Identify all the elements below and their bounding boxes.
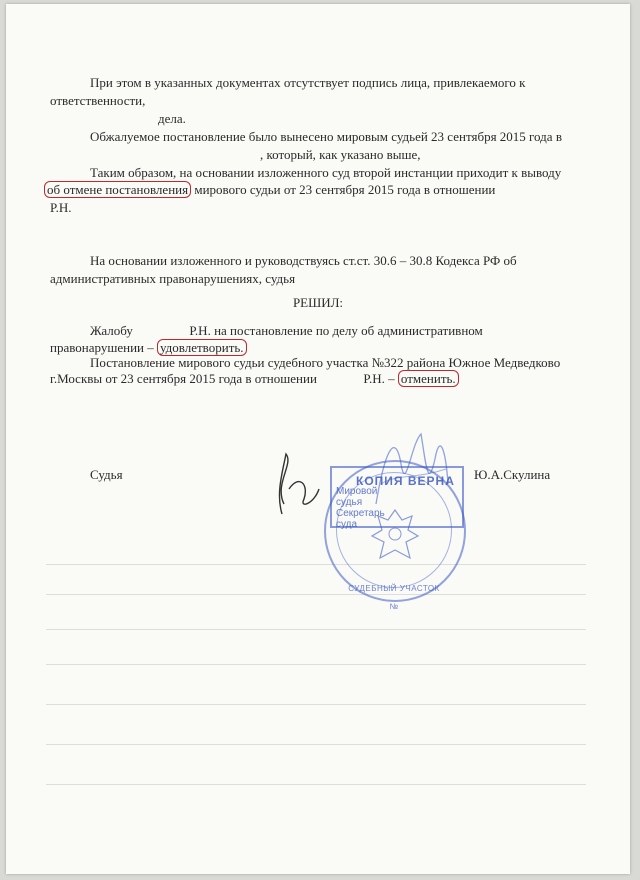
para3-line2-rest: мирового судьи от 23 сентября 2015 года в отношении	[194, 182, 496, 197]
signature-role: Судья	[90, 467, 123, 482]
para1-line1: При этом в указанных документах отсутствует подпись лица, привлекаемого к	[90, 75, 526, 90]
decision2-line2-start: г.Москвы от 23 сентября 2015 года в отношении	[50, 371, 317, 386]
para3-line3: Р.Н.	[50, 200, 72, 215]
stamp-line-2: судья	[336, 497, 363, 508]
para3-line2	[44, 181, 495, 199]
signature-over-stamp	[366, 424, 456, 524]
para1-line3: дела.	[158, 111, 186, 126]
highlight-annul-ruling: об отмене постановления	[44, 181, 191, 198]
stamp-title: КОПИЯ ВЕРНА	[356, 474, 455, 488]
decision2-line2	[50, 370, 459, 388]
decision2-line2-mid: Р.Н. –	[363, 371, 395, 386]
para3-line1: Таким образом, на основании изложенного суд второй инстанции приходит к выводу	[90, 165, 562, 180]
decision1-line1-rest: Р.Н. на постановление по делу об административном	[189, 323, 483, 338]
decision1-line1	[90, 322, 483, 340]
decision-heading: РЕШИЛ:	[292, 295, 344, 310]
stamp-line-1: Мировой	[336, 486, 378, 497]
decision1-complaint: Жалобу	[90, 323, 133, 338]
stamp-line-3: Секретарь	[336, 508, 385, 519]
document-page	[6, 4, 630, 874]
para4-line2: административных правонарушениях, судья	[50, 271, 296, 286]
stamp-bottom-text: СУДЕБНЫЙ УЧАСТОК №	[348, 584, 440, 611]
decision2-line1: Постановление мирового судьи судебного участка №322 района Южное Медведково	[90, 355, 561, 370]
stamp-line-4: суда	[336, 519, 358, 530]
signature-name: Ю.А.Скулина	[474, 467, 551, 482]
para2-line2: , который, как указано выше,	[260, 147, 421, 162]
decision1-line2-start: правонарушении –	[50, 340, 154, 355]
para1-line2: ответственности,	[50, 93, 146, 108]
para2-line1: Обжалуемое постановление было вынесено мировым судьей 23 сентября 2015 года в	[90, 129, 562, 144]
highlight-satisfy: удовлетворить.	[157, 339, 247, 356]
para4-line1: На основании изложенного и руководствуясь ст.ст. 30.6 – 30.8 Кодекса РФ об	[90, 253, 517, 268]
highlight-cancel: отменить.	[398, 370, 459, 387]
signature-scribble	[264, 444, 334, 524]
